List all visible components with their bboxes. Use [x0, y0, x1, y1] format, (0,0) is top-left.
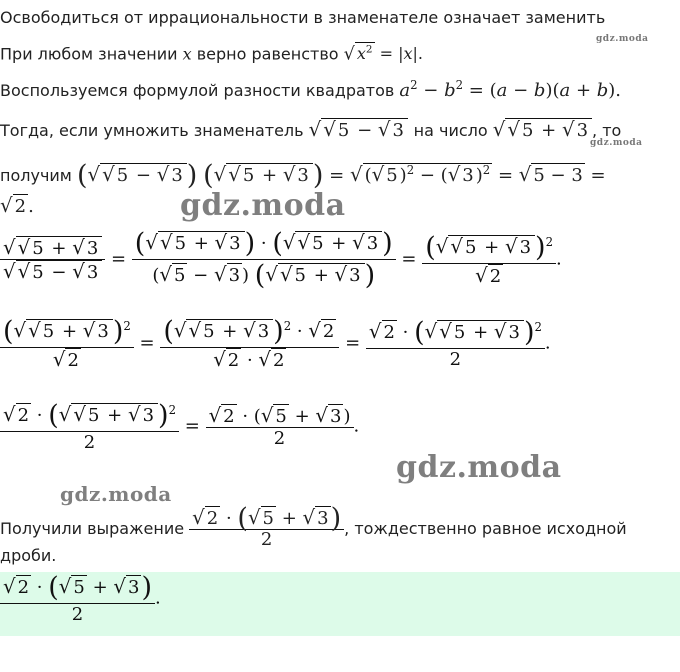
answer-fraction: $\frac{√ 2 \cdot (√ 5 + √ 3)}{2}$ .: [0, 572, 161, 625]
math-inline-fraction: $\frac{√ 2 \cdot (√ 5 + √ 3)}{2}$: [189, 518, 344, 539]
watermark: gdz.moda: [596, 34, 649, 44]
equation-step-1: $\frac{√ √ 5 + √ 3}{√ √ 5 - √ 3}$ = $\frac{(√ √ 5 + √ 3 ) \cdot (√ √ 5 + √ 3 )}{(√ 5 - √ 3 ) (√ √ 5 + √ 3 )}$ = $\frac{(√ √ 5 + √ 3 )^2}{√ 2}$ .: [0, 228, 562, 291]
line-text: Тогда, если умножить знаменатель: [0, 121, 304, 140]
watermark: gdz.moda: [60, 482, 172, 506]
line-text: на число: [413, 121, 488, 140]
line-text: получим: [0, 166, 72, 185]
math-result-sqrt2: √ 2 .: [0, 194, 34, 217]
conclusion-line: [0, 503, 627, 551]
line-text: Получили выражение: [0, 519, 185, 539]
watermark: gdz.moda: [396, 450, 562, 485]
line-text: , то: [592, 121, 622, 140]
math-denominator: √ √ 5 − √ 3: [309, 120, 414, 141]
line-text: верно равенство: [196, 44, 339, 64]
line-text: Воспользуемся формулой разности квадратов: [0, 81, 395, 100]
formula-line: [0, 75, 621, 101]
intro-line: Освободиться от иррациональности в знаменателе означает заменить: [0, 8, 606, 27]
multiply-line: [0, 120, 621, 141]
equality-line: [0, 40, 423, 64]
product-line: [0, 160, 606, 192]
math-difference-of-squares: $a^2 - b^2 = (a - b)(a + b)$.: [399, 78, 622, 101]
math-multiplier: √ √ 5 + √ 3: [493, 120, 592, 141]
line-text: , тождественно равное исходной: [344, 519, 627, 539]
line-text: При любом значении: [0, 44, 178, 64]
equation-step-3: $\frac{√ 2 \cdot (√ √ 5 + √ 3 )^2}{2}$ = $\frac{√ 2 \cdot (√ 5 + √ 3 )}{2}$ .: [0, 400, 359, 453]
equation-step-2: $\frac{(√ √ 5 + √ 3 )^2}{√ 2}$ = $\frac{(√ √ 5 + √ 3 )^2 \cdot √ 2}{√ 2 \cdot √ 2}$ = $\frac{√ 2 \cdot (√ √ 5 + √ 3 )^2}{2}$ .: [0, 316, 551, 371]
math-product: (√ √ 5 − √ 3 ) (√ √ 5 + √ 3 ) = √ (√ 5 )$^2$ − (√ 3 )$^2$ = √ 5 − 3 =: [76, 160, 606, 192]
math-x: x: [182, 44, 192, 64]
math-sqrt-identity: √ $x^2 = |x|$.: [343, 44, 423, 65]
watermark: gdz.moda: [180, 188, 346, 223]
watermark: gdz.moda: [590, 138, 643, 148]
conclusion-line-end: дроби.: [0, 546, 57, 565]
